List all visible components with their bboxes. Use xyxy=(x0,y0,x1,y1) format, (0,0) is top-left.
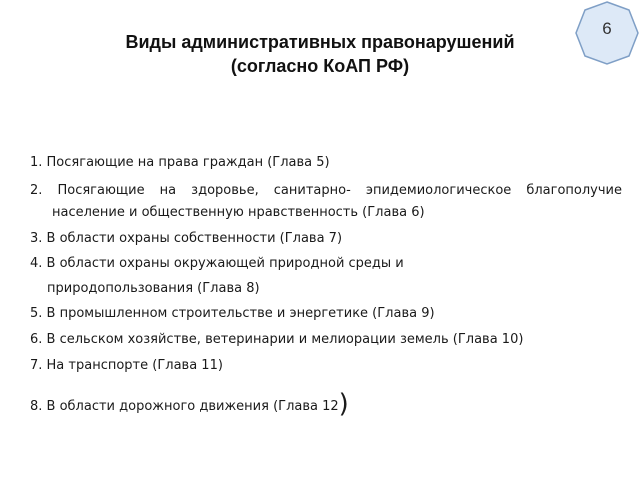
title-line-2: (согласно КоАП РФ) xyxy=(230,56,410,76)
list-item: 5. В промышленном строительстве и энергетике (Глава 9) xyxy=(30,306,435,321)
list-item-last xyxy=(30,389,349,419)
list-item-continuation: природопользования (Глава 8) xyxy=(47,281,260,296)
list-item: 1. Посягающие на права граждан (Глава 5) xyxy=(30,155,330,170)
list-item-text: 8. В области дорожного движения (Глава 12 xyxy=(30,399,339,414)
list-item-continuation: население и общественную нравственность (Глава 6) xyxy=(52,205,425,220)
slide-title xyxy=(60,30,580,78)
closing-parenthesis: ) xyxy=(338,389,349,419)
list-item: 6. В сельском хозяйстве, ветеринарии и мелиорации земель (Глава 10) xyxy=(30,332,524,347)
page-number-badge xyxy=(574,0,640,66)
title-line-1: Виды административных правонарушений xyxy=(125,32,515,52)
list-item-line: 4. В области охраны окружающей природной среды и xyxy=(30,256,404,271)
list-item: 3. В области охраны собственности (Глава 7) xyxy=(30,231,343,246)
list-item: 7. На транспорте (Глава 11) xyxy=(30,358,223,373)
list-item-line: 2. Посягающие на здоровье, санитарно- эпидемиологическое благополучие xyxy=(30,183,622,198)
page-number: 6 xyxy=(602,19,612,38)
